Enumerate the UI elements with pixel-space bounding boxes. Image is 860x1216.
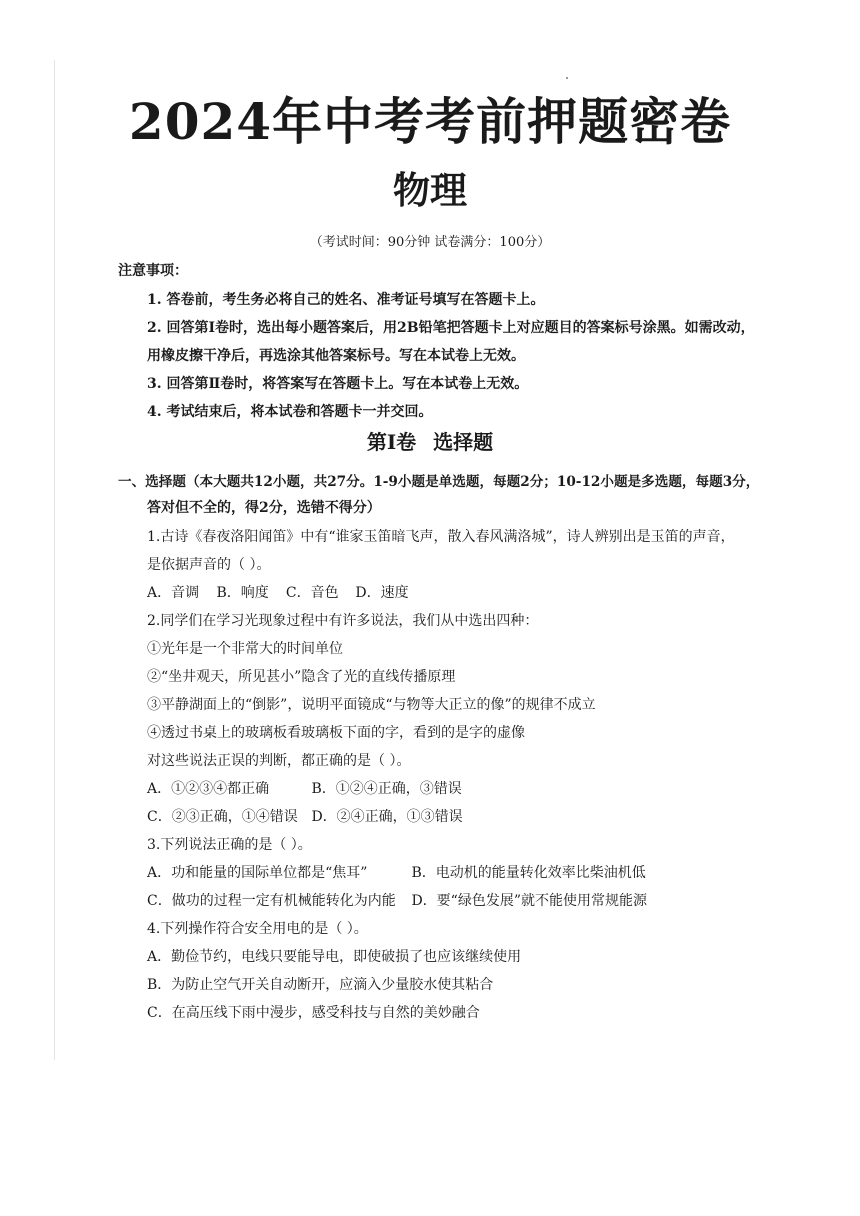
option-c: C．做功的过程一定有机械能转化为内能 <box>147 893 396 909</box>
subject-title: 物理 <box>393 168 467 212</box>
note-item-2: 2. 回答第Ⅰ卷时，选出每小题答案后，用2B铅笔把答题卡上对应题目的答案标号涂黑。如需改动， <box>147 320 755 336</box>
note-item-3: 3. 回答第Ⅱ卷时，将答案写在答题卡上。写在本试卷上无效。 <box>147 376 529 392</box>
section-title: 第Ⅰ卷 选择题 <box>366 430 494 454</box>
option-b: B．①②④正确，③错误 <box>311 781 462 797</box>
question-3-options-row-2 <box>147 890 647 910</box>
statement-4: ④透过书桌上的玻璃板看玻璃板下面的字，看到的是字的虚像 <box>147 725 525 741</box>
question-2-options-row-1 <box>147 778 462 798</box>
question-1-options <box>147 582 409 602</box>
question-4-option-c: C．在高压线下雨中漫步，感受科技与自然的美妙融合 <box>147 1005 480 1021</box>
question-3-stem: 3.下列说法正确的是（ ）。 <box>147 837 312 853</box>
statement-1: ①光年是一个非常大的时间单位 <box>147 641 343 657</box>
note-item-1: 1. 答卷前，考生务必将自己的姓名、准考证号填写在答题卡上。 <box>147 292 545 308</box>
question-2-stem: 2.同学们在学习光现象过程中有许多说法，我们从中选出四种： <box>147 613 539 629</box>
option-a: A．音调 <box>147 585 200 601</box>
scan-speck <box>566 77 568 79</box>
option-c: C．②③正确，①④错误 <box>147 809 298 825</box>
section-instructions-cont: 答对但不全的，得2分，选错不得分） <box>147 500 381 516</box>
option-d: D．要“绿色发展”就不能使用常规能源 <box>411 893 647 909</box>
option-a: A．①②③④都正确 <box>147 781 270 797</box>
question-1-stem: 1.古诗《春夜洛阳闻笛》中有“谁家玉笛暗飞声，散入春风满洛城”，诗人辨别出是玉笛的声音， <box>147 529 735 545</box>
option-d: D．速度 <box>355 585 409 601</box>
exam-duration-score: （考试时间：90分钟 试卷满分：100分） <box>309 235 551 250</box>
question-1-stem-cont: 是依据声音的（ ）。 <box>147 557 271 573</box>
question-4-stem: 4.下列操作符合安全用电的是（ ）。 <box>147 921 368 937</box>
question-2-ask: 对这些说法正误的判断，都正确的是（ ）。 <box>147 753 411 769</box>
note-item-2-cont: 用橡皮擦干净后，再选涂其他答案标号。写在本试卷上无效。 <box>147 348 525 364</box>
option-d: D．②④正确，①③错误 <box>311 809 463 825</box>
question-4-option-b: B．为防止空气开关自动断开，应滴入少量胶水使其粘合 <box>147 977 494 993</box>
option-b: B．电动机的能量转化效率比柴油机低 <box>411 865 646 881</box>
option-a: A．功和能量的国际单位都是“焦耳” <box>147 865 368 881</box>
note-item-4: 4. 考试结束后，将本试卷和答题卡一并交回。 <box>147 404 433 420</box>
option-b: B．响度 <box>216 585 269 601</box>
question-3-options-row-1 <box>147 862 646 882</box>
section-instructions: 一、选择题（本大题共12小题，共27分。1-9小题是单选题，每题2分；10-12小题是多选题，每题3分， <box>118 474 760 490</box>
statement-3: ③平静湖面上的“倒影”，说明平面镜成“与物等大正立的像”的规律不成立 <box>147 697 596 713</box>
notes-heading: 注意事项： <box>118 263 188 279</box>
statement-2: ②“坐井观天，所见甚小”隐含了光的直线传播原理 <box>147 669 456 685</box>
question-2-options-row-2 <box>147 806 463 826</box>
option-c: C．音色 <box>285 585 339 601</box>
exam-title: 2024年中考考前押题密卷 <box>128 92 732 151</box>
question-4-option-a: A．勤俭节约，电线只要能导电，即使破损了也应该继续使用 <box>147 949 522 965</box>
